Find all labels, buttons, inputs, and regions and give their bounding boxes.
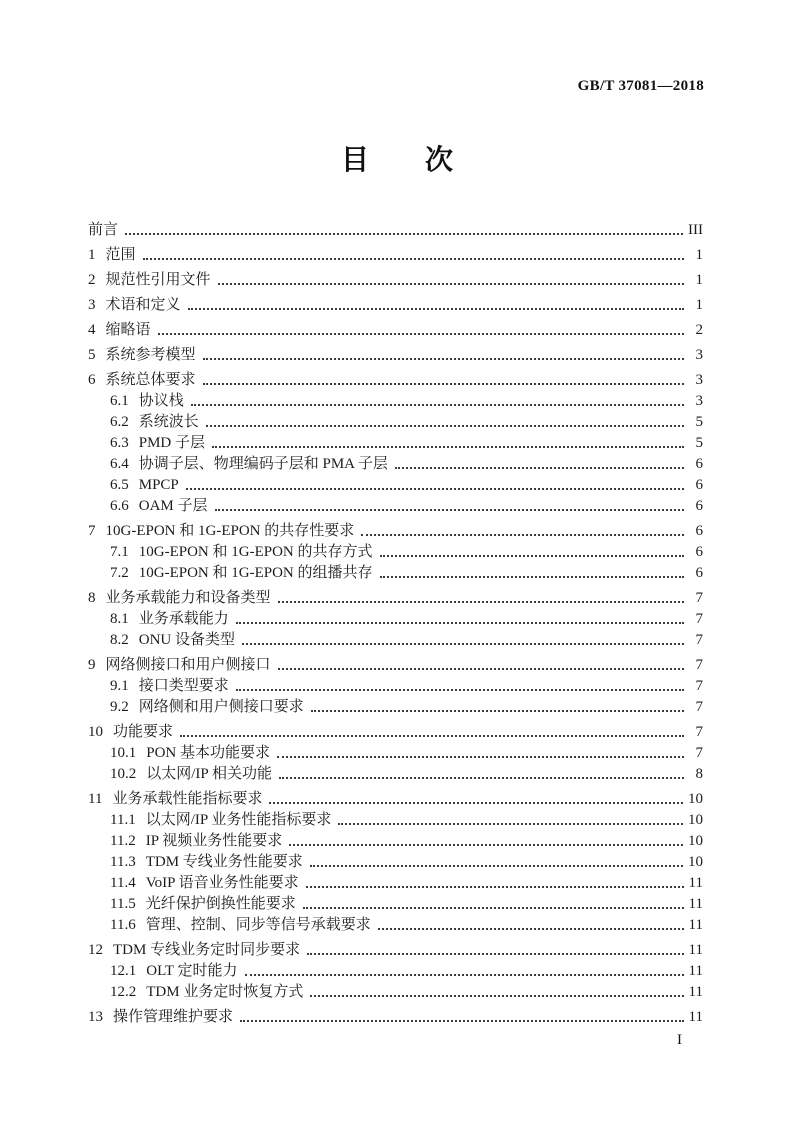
toc-entry-number: 10.1	[110, 745, 137, 761]
toc-entry-page: 2	[695, 322, 703, 338]
toc-entry-number: 9.1	[110, 678, 129, 694]
toc-entry	[88, 345, 703, 366]
toc-entry	[88, 563, 703, 584]
toc-entry-number: 11.6	[110, 917, 136, 933]
dot-leader	[245, 974, 684, 976]
dot-leader	[206, 425, 684, 427]
toc-entry	[88, 370, 703, 391]
toc-entry-label: 以太网/IP 业务性能指标要求	[145, 812, 332, 828]
toc-entry-page: 5	[695, 435, 703, 451]
dot-leader	[212, 446, 684, 448]
toc-entry	[88, 295, 703, 316]
toc-entry-number: 9	[88, 657, 96, 673]
toc-entry-page: 3	[695, 393, 703, 409]
toc-entry-page: 6	[695, 477, 703, 493]
toc-entry-number: 12.2	[110, 984, 137, 1000]
toc-entry-number: 1	[88, 247, 96, 263]
dot-leader	[278, 601, 684, 603]
dot-leader	[306, 886, 684, 888]
toc-entry-number: 10.2	[110, 766, 137, 782]
dot-leader	[289, 844, 683, 846]
toc-entry-label: OLT 定时能力	[146, 963, 238, 979]
toc-entry-page: 11	[688, 963, 703, 979]
toc-entry-number: 6	[88, 372, 96, 388]
toc-entry	[88, 320, 703, 341]
toc-title: 目 次	[340, 145, 453, 176]
toc-entry-page: 11	[688, 875, 703, 891]
toc-entry-label: 系统总体要求	[105, 372, 196, 388]
toc-entry-page: 1	[695, 272, 703, 288]
toc-entry	[88, 521, 703, 542]
toc-entry-label: PMD 子层	[138, 435, 206, 451]
toc-entry	[88, 391, 703, 412]
toc-entry-page: 7	[695, 611, 703, 627]
toc-entry-label: 前言	[88, 222, 119, 238]
toc-entry-page: 6	[695, 523, 703, 539]
toc-entry-label: 范围	[105, 247, 136, 263]
toc-entry-number: 13	[88, 1009, 103, 1025]
toc-entry	[88, 433, 703, 454]
toc-entry-number: 7.2	[110, 565, 129, 581]
toc-entry	[88, 743, 703, 764]
dot-leader	[191, 404, 684, 406]
toc-entry	[88, 475, 703, 496]
toc-entry-page: 10	[688, 833, 703, 849]
toc-entry	[88, 270, 703, 291]
toc-entry	[88, 220, 703, 241]
dot-leader	[242, 643, 684, 645]
toc-entry	[88, 655, 703, 676]
toc-list	[88, 216, 703, 1028]
toc-entry-page: 10	[688, 812, 703, 828]
toc-entry-label: 10G-EPON 和 1G-EPON 的共存性要求	[105, 523, 355, 539]
toc-entry-number: 10	[88, 724, 103, 740]
toc-entry-label: VoIP 语音业务性能要求	[145, 875, 299, 891]
toc-entry-number: 6.3	[110, 435, 129, 451]
toc-entry-label: 管理、控制、同步等信号承载要求	[145, 917, 371, 933]
toc-entry-label: 业务承载能力	[138, 611, 229, 627]
toc-entry-label: IP 视频业务性能要求	[145, 833, 283, 849]
dot-leader	[215, 509, 684, 511]
toc-entry	[88, 982, 703, 1003]
toc-entry-page: 6	[695, 456, 703, 472]
toc-entry-label: 网络侧接口和用户侧接口	[105, 657, 271, 673]
toc-entry-number: 11.3	[110, 854, 136, 870]
toc-entry-label: 业务承载能力和设备类型	[105, 590, 271, 606]
toc-entry-number: 8.1	[110, 611, 129, 627]
toc-entry-page: 1	[695, 247, 703, 263]
toc-entry	[88, 588, 703, 609]
toc-entry-label: 以太网/IP 相关功能	[146, 766, 272, 782]
dot-leader	[310, 995, 683, 997]
toc-entry-page: 7	[695, 699, 703, 715]
toc-entry	[88, 542, 703, 563]
toc-entry-number: 8	[88, 590, 96, 606]
toc-entry	[88, 915, 703, 936]
dot-leader	[218, 283, 684, 285]
dot-leader	[278, 668, 684, 670]
dot-leader	[395, 467, 684, 469]
toc-entry-label: 接口类型要求	[138, 678, 229, 694]
toc-entry-label: OAM 子层	[138, 498, 208, 514]
toc-entry-label: 术语和定义	[105, 297, 181, 313]
toc-entry	[88, 789, 703, 810]
toc-entry-number: 11.2	[110, 833, 136, 849]
dot-leader	[361, 534, 684, 536]
toc-entry-label: 规范性引用文件	[105, 272, 211, 288]
toc-entry-page: 7	[695, 590, 703, 606]
toc-entry-number: 6.1	[110, 393, 129, 409]
toc-entry	[88, 852, 703, 873]
toc-entry-number: 11.5	[110, 896, 136, 912]
toc-entry-number: 6.2	[110, 414, 129, 430]
toc-entry-label: 缩略语	[105, 322, 151, 338]
toc-entry	[88, 676, 703, 697]
toc-entry-number: 2	[88, 272, 96, 288]
toc-entry-number: 6.4	[110, 456, 129, 472]
dot-leader	[158, 333, 684, 335]
toc-entry	[88, 245, 703, 266]
toc-entry-label: MPCP	[138, 477, 179, 493]
toc-entry-page: 7	[695, 745, 703, 761]
page-number: I	[677, 1032, 682, 1048]
toc-entry-page: 7	[695, 724, 703, 740]
toc-entry-page: 7	[695, 657, 703, 673]
toc-entry-page: 7	[695, 678, 703, 694]
toc-entry-label: 网络侧和用户侧接口要求	[138, 699, 304, 715]
toc-entry-page: 7	[695, 632, 703, 648]
toc-entry-label: 协议栈	[138, 393, 184, 409]
dot-leader	[186, 488, 684, 490]
dot-leader	[143, 258, 684, 260]
toc-entry-number: 4	[88, 322, 96, 338]
toc-entry	[88, 1007, 703, 1028]
dot-leader	[311, 710, 684, 712]
toc-entry	[88, 496, 703, 517]
toc-entry-number: 11	[88, 791, 103, 807]
toc-entry-label: 操作管理维护要求	[113, 1009, 234, 1025]
toc-entry	[88, 412, 703, 433]
toc-entry-page: 11	[688, 984, 703, 1000]
toc-entry-label: TDM 专线业务性能要求	[145, 854, 303, 870]
toc-entry-page: 6	[695, 498, 703, 514]
toc-entry-label: 业务承载性能指标要求	[112, 791, 263, 807]
dot-leader	[279, 777, 684, 779]
toc-entry-number: 7.1	[110, 544, 129, 560]
toc-entry	[88, 630, 703, 651]
toc-entry-page: 3	[695, 347, 703, 363]
dot-leader	[236, 689, 684, 691]
dot-leader	[180, 735, 684, 737]
toc-entry	[88, 764, 703, 785]
toc-entry-page: 10	[688, 791, 703, 807]
toc-entry-number: 12	[88, 942, 103, 958]
toc-entry-number: 8.2	[110, 632, 129, 648]
toc-entry-page: 6	[695, 544, 703, 560]
toc-entry	[88, 454, 703, 475]
toc-entry-number: 12.1	[110, 963, 137, 979]
dot-leader	[125, 233, 683, 235]
toc-entry	[88, 831, 703, 852]
toc-entry-number: 7	[88, 523, 96, 539]
dot-leader	[203, 358, 684, 360]
dot-leader	[188, 308, 684, 310]
toc-entry-page: III	[688, 222, 703, 238]
toc-entry	[88, 961, 703, 982]
toc-entry-label: PON 基本功能要求	[146, 745, 271, 761]
toc-entry-number: 3	[88, 297, 96, 313]
toc-entry-number: 11.1	[110, 812, 136, 828]
dot-leader	[378, 928, 684, 930]
standard-number: GB/T 37081—2018	[577, 78, 704, 94]
dot-leader	[380, 555, 685, 557]
toc-entry-page: 6	[695, 565, 703, 581]
toc-entry-page: 5	[695, 414, 703, 430]
toc-entry-page: 1	[695, 297, 703, 313]
toc-entry-page: 3	[695, 372, 703, 388]
toc-entry-number: 5	[88, 347, 96, 363]
toc-entry-number: 6.5	[110, 477, 129, 493]
toc-entry	[88, 810, 703, 831]
toc-entry-label: 10G-EPON 和 1G-EPON 的组播共存	[138, 565, 373, 581]
toc-entry	[88, 940, 703, 961]
toc-entry-number: 6.6	[110, 498, 129, 514]
toc-entry-page: 11	[688, 896, 703, 912]
toc-entry-page: 11	[688, 1009, 703, 1025]
toc-entry	[88, 609, 703, 630]
toc-entry-label: 光纤保护倒换性能要求	[145, 896, 296, 912]
dot-leader	[236, 622, 684, 624]
toc-entry-label: 系统波长	[138, 414, 199, 430]
dot-leader	[307, 953, 683, 955]
toc-entry-label: ONU 设备类型	[138, 632, 235, 648]
toc-entry-page: 10	[688, 854, 703, 870]
dot-leader	[269, 802, 683, 804]
toc-entry-number: 9.2	[110, 699, 129, 715]
dot-leader	[380, 576, 685, 578]
toc-entry	[88, 722, 703, 743]
toc-entry-page: 8	[695, 766, 703, 782]
dot-leader	[240, 1020, 684, 1022]
dot-leader	[277, 756, 684, 758]
toc-entry	[88, 697, 703, 718]
toc-entry	[88, 894, 703, 915]
dot-leader	[338, 823, 683, 825]
dot-leader	[203, 383, 684, 385]
toc-entry	[88, 873, 703, 894]
dot-leader	[310, 865, 683, 867]
toc-entry-label: 10G-EPON 和 1G-EPON 的共存方式	[138, 544, 373, 560]
toc-entry-label: TDM 业务定时恢复方式	[146, 984, 304, 1000]
toc-entry-label: 功能要求	[113, 724, 174, 740]
dot-leader	[303, 907, 684, 909]
toc-entry-label: 系统参考模型	[105, 347, 196, 363]
toc-entry-page: 11	[688, 942, 703, 958]
toc-entry-label: TDM 专线业务定时同步要求	[113, 942, 301, 958]
toc-entry-label: 协调子层、物理编码子层和 PMA 子层	[138, 456, 388, 472]
toc-entry-number: 11.4	[110, 875, 136, 891]
toc-entry-page: 11	[688, 917, 703, 933]
